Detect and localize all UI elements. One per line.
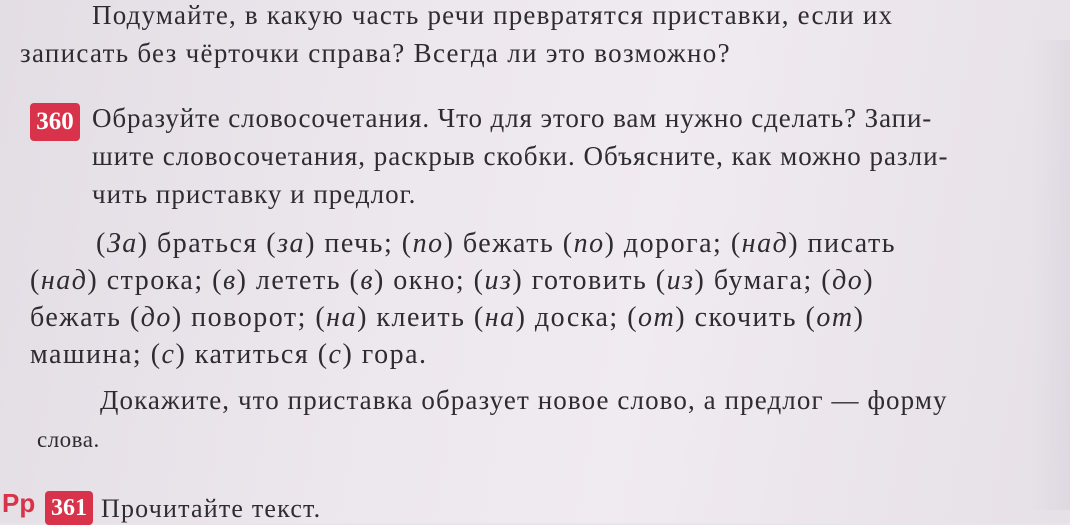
prefix-italic: с	[161, 339, 176, 370]
text: ) лететь (	[236, 265, 361, 296]
text: )	[853, 302, 865, 333]
text: ) готовить (	[512, 265, 667, 296]
intro-line-1: Подумайте, в какую часть речи превратятся приставки, если их	[92, 0, 894, 30]
prefix-italic: из	[666, 265, 695, 296]
conclusion-line-1: Докажите, что приставка образует новое слово, а предлог — форму	[100, 385, 948, 415]
prefix-italic: над	[741, 228, 789, 259]
exercise-361-badge: 361	[45, 491, 93, 525]
exercise-360-line-3: чить приставку и предлог.	[92, 179, 417, 209]
prefix-italic: За	[106, 228, 138, 259]
prefix-italic: из	[484, 265, 513, 296]
text: ) доска; (	[515, 302, 639, 333]
speech-development-icon: Рр	[2, 488, 36, 518]
text: ) бежать (	[443, 228, 574, 259]
prefix-italic: за	[277, 228, 306, 259]
conclusion-line-2: слова.	[37, 427, 100, 452]
text: ) клеить (	[357, 302, 485, 333]
prefix-italic: по	[412, 228, 444, 259]
text: )	[863, 265, 875, 296]
prefix-italic: до	[832, 265, 864, 296]
text: ) дорога; (	[604, 228, 742, 259]
text: ) бумага; (	[694, 265, 833, 296]
exercise-number-badge: 360	[30, 103, 80, 141]
prefix-italic: в	[360, 265, 374, 296]
prefix-italic: над	[40, 265, 88, 296]
text: (	[96, 228, 107, 259]
exercise-360-line-1: Образуйте словосочетания. Что для этого вам нужно сделать? Запи-	[92, 103, 933, 133]
intro-line-2: записать без чёрточки справа? Всегда ли это возможно?	[20, 38, 731, 68]
examples-line-1	[96, 228, 896, 260]
prefix-italic: по	[573, 228, 605, 259]
examples-line-3	[30, 302, 864, 334]
text: ) катиться (	[175, 339, 329, 370]
exercise-360-line-2: шите словосочетания, раскрыв скобки. Объясните, как можно разли-	[92, 141, 949, 171]
examples-line-4	[30, 339, 428, 371]
text: ) скочить (	[675, 302, 817, 333]
text: ) окно; (	[373, 265, 485, 296]
text: ) печь; (	[305, 228, 413, 259]
text: ) браться (	[137, 228, 278, 259]
prefix-italic: до	[140, 302, 172, 333]
text: бежать (	[30, 302, 141, 333]
text: (	[30, 265, 41, 296]
prefix-italic: в	[222, 265, 237, 296]
exercise-361-text: Прочитайте текст.	[101, 494, 322, 523]
prefix-italic: с	[328, 339, 343, 370]
text: ) поворот; (	[171, 302, 327, 333]
page-edge-shadow	[1030, 40, 1070, 510]
text: ) строка; (	[87, 265, 223, 296]
examples-line-2	[30, 265, 874, 297]
text: ) гора.	[342, 339, 428, 370]
text: ) писать	[788, 228, 897, 259]
prefix-italic: от	[816, 302, 854, 333]
prefix-italic: на	[484, 302, 516, 333]
prefix-italic: от	[638, 302, 676, 333]
prefix-italic: на	[326, 302, 358, 333]
text: машина; (	[30, 339, 162, 370]
